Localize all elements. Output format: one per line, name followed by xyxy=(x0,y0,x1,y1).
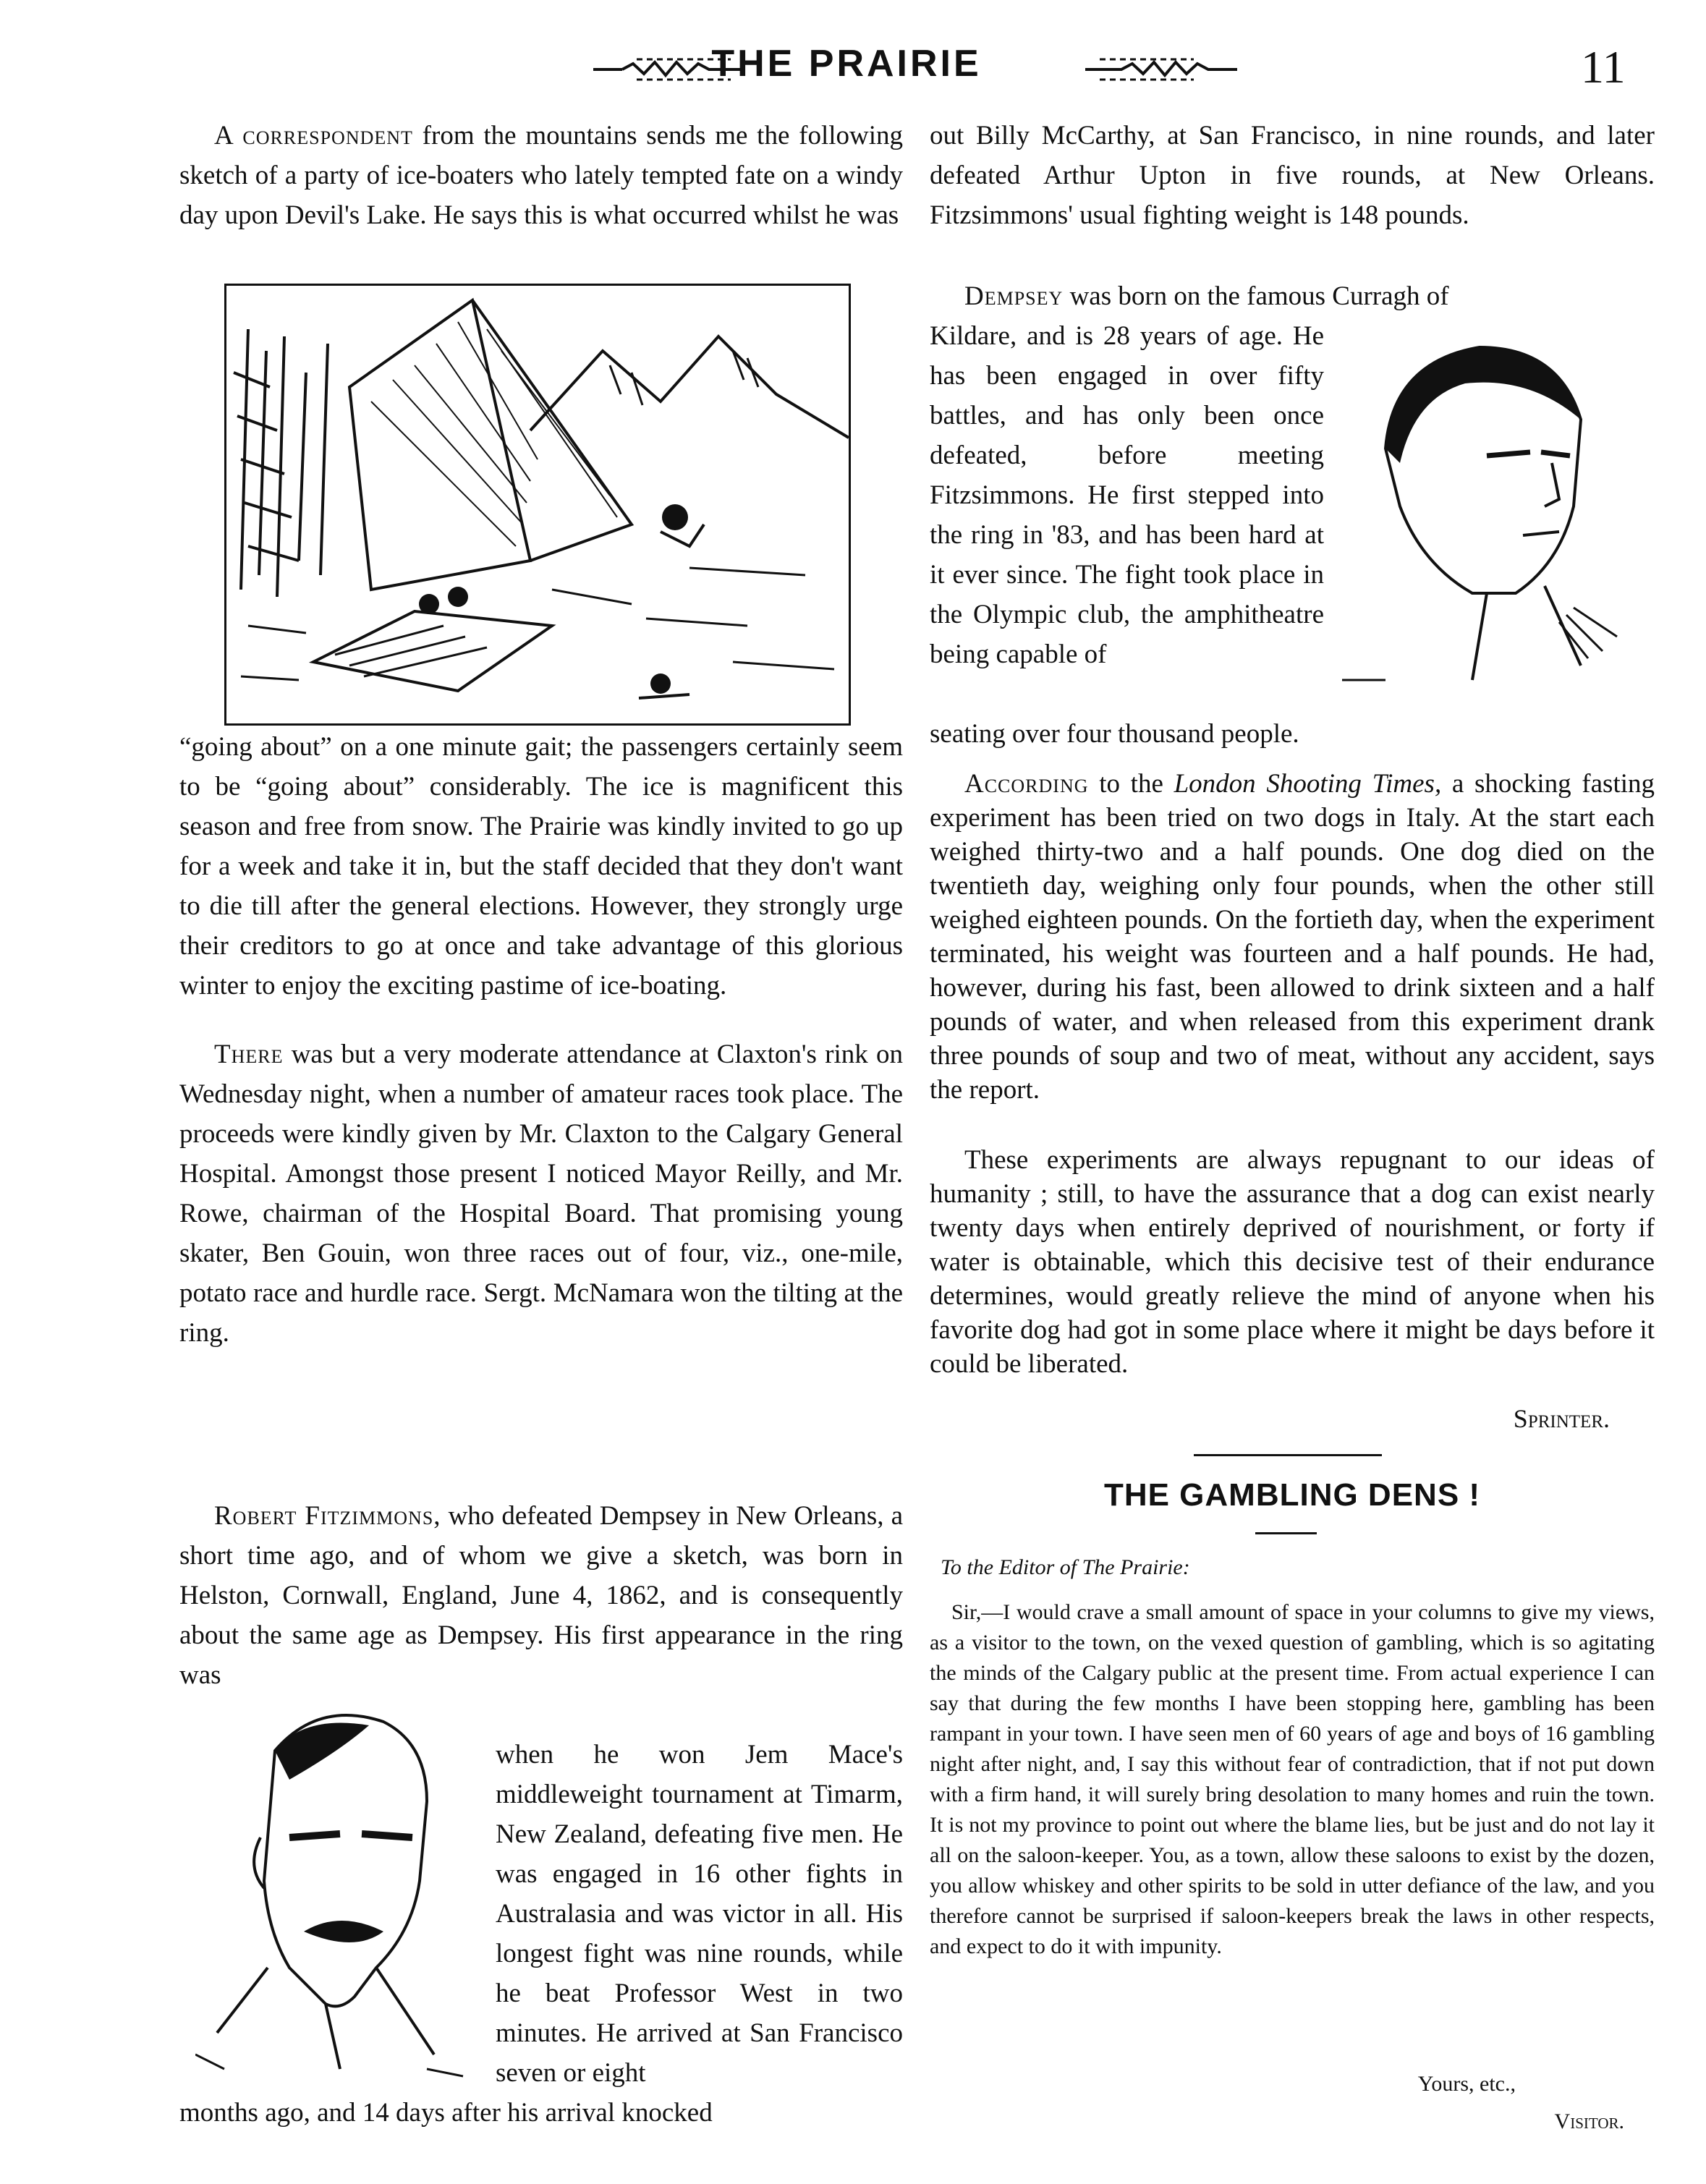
article-iceboating-cont xyxy=(179,727,903,1006)
lead-dempsey: Dempsey xyxy=(964,281,1064,311)
lead-according: According xyxy=(964,769,1089,799)
to-editor-text: To the Editor of The Prairie: xyxy=(941,1555,1190,1579)
article-fitzimmons-right xyxy=(930,116,1655,235)
signature-sprinter-block xyxy=(930,1403,1610,1434)
experiments-opinion-text: These experiments are always repugnant to our ideas of humanity ; still, to have the assurance that a dog can exist nearly twenty days when entirely deprived of nourishment, or forty if water is obtainable, which this decisive test of their endurance determines, would greatly relieve the mind of anyone when his favorite dog had got in some place where it might be days before it could be liberated. xyxy=(930,1145,1655,1379)
fitzsimmons-portrait-icon xyxy=(195,1693,470,2087)
article-iceboating-intro xyxy=(179,116,903,235)
fitzimmons-right-text: out Billy McCarthy, at San Francisco, in nine rounds, and later defeated Arthur Upton in five rounds, at New Orleans. Fitzsimmons' usual fighting weight is 148 pounds. xyxy=(930,121,1655,230)
article-claxton-rink xyxy=(179,1034,903,1353)
fitzimmons-intro-text: who defeated Dempsey in New Orleans, a short time ago, and of whom we give a sketch, was born in Helston, Cornwall, England, June 4, 1862, and is consequently about the same age as Dempsey. His first appearance in the ring was xyxy=(179,1501,903,1690)
fitzimmons-end-text: months ago, and 14 days after his arrival knocked xyxy=(179,2098,713,2128)
article-experiments-opinion xyxy=(930,1143,1655,1381)
dempsey-portrait xyxy=(1342,318,1628,694)
letter-closing xyxy=(930,2069,1516,2099)
section-divider xyxy=(1194,1454,1382,1456)
gambling-dens-heading: THE GAMBLING DENS ! xyxy=(1103,1477,1481,1513)
lead-robert-fitzimmons: Robert Fitzimmons, xyxy=(214,1501,441,1531)
signature-sprinter: Sprinter. xyxy=(1513,1404,1610,1433)
signature-visitor-block xyxy=(930,2109,1624,2134)
article-dempsey-end xyxy=(930,714,1655,754)
dempsey-portrait-icon xyxy=(1342,318,1628,694)
lead-there: There xyxy=(214,1040,284,1069)
gambling-letter-text: Sir,—I would crave a small amount of space in your columns to give my views, as a visitor to the town, on the vexed question of gambling, which is so agitating the minds of the Calgary public at the present time. From actual experience I can say that during the few months I have been stopping here, gambling has been rampant in your town. I have seen men of 60 years of age and boys of 16 gambling night after night, and, I say this without fear of contradiction, that if not put down with a firm hand, it will surely bring desolation to many homes and ruin the town. It is not my province to point out where the blame lies, but be just and do not lay it all on the saloon-keeper. You, as a town, allow these saloons to exist by the dozen, you allow whiskey and other spirits to be sold in utter defiance of the law, and you therefore cannot be surprised if saloon-keepers break the laws in other respects, and expect to do it with impunity. xyxy=(930,1600,1655,1958)
article-dempsey-cont xyxy=(930,316,1324,674)
right-ornament-icon xyxy=(1085,54,1237,82)
article-dempsey xyxy=(930,276,1655,316)
signature-visitor: Visitor. xyxy=(1554,2109,1624,2133)
iceboat-illustration xyxy=(224,284,851,726)
claxton-rink-text: was but a very moderate attendance at Claxton's rink on Wednesday night, when a number of amateur races took place. The proceeds were kindly given by Mr. Claxton to the Calgary General Hospital. Amongst those present I noticed Mayor Reilly, and Mr. Rowe, chairman of the Hospital Board. That promising young skater, Ben Gouin, won three races out of four, viz., one-mile, potato race and hurdle race. Sergt. McNamara won the tilting at the ring. xyxy=(179,1040,903,1348)
dempsey-cont-text: Kildare, and is 28 years of age. He has been engaged in over fifty battles, and has only been once defeated, before meeting Fitzsimmons. He first stepped into the ring in '83, and has been hard at it ever since. The fight took place in the Olympic club, the amphitheatre being capable of xyxy=(930,321,1324,669)
london-shooting-times-title: London Shooting Times, xyxy=(1174,769,1442,799)
article-fitzimmons-cont xyxy=(496,1735,903,2093)
gambling-letter xyxy=(930,1597,1655,1962)
masthead-title: THE PRAIRIE xyxy=(711,43,982,85)
fitzimmons-cont-text: when he won Jem Mace's middleweight tournament at Timarm, New Zealand, defeating five men. He was engaged in 16 other fights in Australasia and was victor in all. His longest fight was nine rounds, while he beat Professor West in two minutes. He arrived at San Francisco seven or eight xyxy=(496,1740,903,2088)
fitzsimmons-portrait xyxy=(195,1693,470,2087)
article-fitzimmons-end xyxy=(179,2093,903,2133)
iceboat-intro-text: from the mountains sends me the following sketch of a party of ice-boaters who lately tempted fate on a windy day upon Devil's Lake. He says this is what occurred whilst he was xyxy=(179,121,904,230)
iceboat-sketch-icon xyxy=(226,286,849,723)
article-fitzimmons xyxy=(179,1496,903,1695)
to-editor-line xyxy=(941,1555,1650,1580)
closing-text: Yours, etc., xyxy=(1417,2072,1516,2096)
fasting-text: a shocking fasting experiment has been tried on two dogs in Italy. At the start each weighed thirty-two and a half pounds. One dog died on the twentieth day, weighing only four pounds, when the other still weighed eighteen pounds. On the fortieth day, when the experiment terminated, his weight was fourteen and a half pounds. He had, however, during his fast, been allowed to drink sixteen and a half pounds of water, and when released from this experiment drank three pounds of soup and two of meat, without any accident, says the report. xyxy=(930,769,1655,1105)
dempsey-end-text: seating over four thousand people. xyxy=(930,719,1299,749)
page-number: 11 xyxy=(1581,41,1626,93)
article-fasting-experiment xyxy=(930,767,1655,1107)
fasting-pre-text: to the xyxy=(1088,769,1174,799)
heading-underline xyxy=(1255,1532,1317,1534)
dempsey-intro-text: was born on the famous Curragh of xyxy=(1063,281,1449,311)
iceboat-cont-text: “going about” on a one minute gait; the passengers certainly seem to be “going about” considerably. The ice is magnificent this season and free from snow. The Prairie was kindly invited to go up for a week and take it in, but the staff decided that they don't want to die till after the general elections. However, they strongly urge their creditors to go at once and take advantage of this glorious winter to enjoy the exciting pastime of ice-boating. xyxy=(179,732,903,1000)
lead-correspondent: A correspondent xyxy=(214,121,413,150)
page-header xyxy=(0,41,1706,98)
